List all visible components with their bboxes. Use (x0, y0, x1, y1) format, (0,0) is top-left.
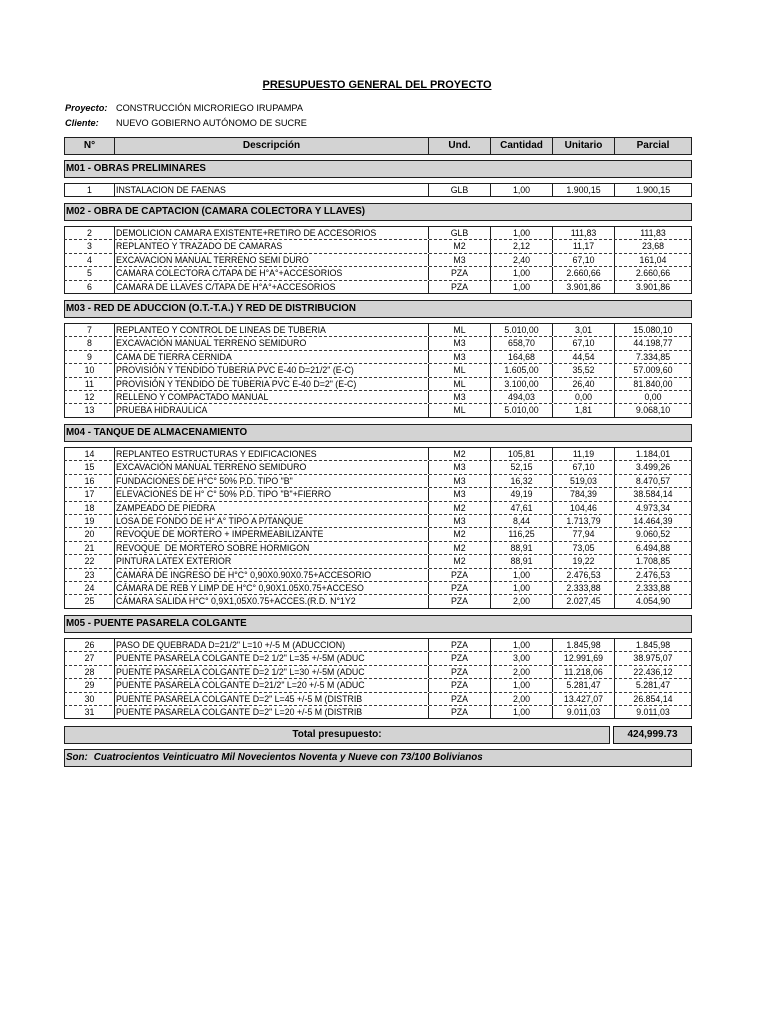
cell-description: PUENTE PASARELA COLGANTE D=2" L=20 +/-5 M (DISTRIB (114, 706, 428, 718)
table-row (64, 254, 692, 267)
table-row (64, 528, 692, 541)
cell-description: PUENTE PASARELA COLGANTE D=2" L=45 +/-5 M (DISTRIB (114, 693, 428, 705)
table-row (64, 227, 692, 240)
cell-unit: M2 (428, 448, 490, 460)
cell-item-number: 10 (64, 364, 114, 376)
table-row (64, 555, 692, 568)
total-label: Total presupuesto: (64, 726, 610, 744)
cell-subtotal: 57.009,60 (614, 364, 692, 376)
cell-unit-price: 104,46 (552, 502, 614, 514)
cell-subtotal: 22.436,12 (614, 666, 692, 678)
cell-unit: GLB (428, 227, 490, 239)
cell-quantity: 1,00 (490, 706, 552, 718)
cell-subtotal: 1.708,85 (614, 555, 692, 567)
cell-description: EXCAVACIÓN MANUAL TERRENO SEMIDURO (114, 461, 428, 473)
cell-unit-price: 26,40 (552, 378, 614, 390)
table-row (64, 281, 692, 294)
cell-unit: M2 (428, 555, 490, 567)
client-value: NUEVO GOBIERNO AUTÓNOMO DE SUCRE (116, 118, 307, 128)
cell-unit: PZA (428, 706, 490, 718)
cell-unit: M3 (428, 461, 490, 473)
cell-unit-price: 19,22 (552, 555, 614, 567)
cell-unit: ML (428, 378, 490, 390)
module-title: M03 - RED DE ADUCCION (O.T.-T.A.) Y RED DE DISTRIBUCION (64, 300, 692, 318)
cell-item-number: 4 (64, 254, 114, 266)
cell-unit-price: 35,52 (552, 364, 614, 376)
cell-quantity: 116,25 (490, 528, 552, 540)
cell-item-number: 18 (64, 502, 114, 514)
cell-quantity: 1,00 (490, 569, 552, 581)
cell-subtotal: 3.499,26 (614, 461, 692, 473)
cell-subtotal: 15.080,10 (614, 324, 692, 336)
module-items (64, 638, 692, 719)
cell-subtotal: 6.494,88 (614, 542, 692, 554)
table-row (64, 267, 692, 280)
table-row (64, 240, 692, 253)
table-row (64, 569, 692, 582)
cell-item-number: 26 (64, 639, 114, 651)
cell-description: DEMOLICION CAMARA EXISTENTE+RETIRO DE ACCESORIOS (114, 227, 428, 239)
module-items (64, 226, 692, 294)
cell-description: CAMA DE TIERRA CERNIDA (114, 351, 428, 363)
cell-subtotal: 2.476,53 (614, 569, 692, 581)
table-row (64, 542, 692, 555)
cell-subtotal: 5.281,47 (614, 679, 692, 691)
cell-unit: PZA (428, 693, 490, 705)
table-row (64, 404, 692, 417)
cell-item-number: 28 (64, 666, 114, 678)
cell-item-number: 9 (64, 351, 114, 363)
cell-unit-price: 11.218,06 (552, 666, 614, 678)
cell-description: CAMARA DE INGRESO DE H°C° 0,90X0.90X0.75+ACCESORIO (114, 569, 428, 581)
cell-quantity: 105,81 (490, 448, 552, 460)
cell-description: PUENTE PASARELA COLGANTE D=21/2" L=20 +/-5 M (ADUC (114, 679, 428, 691)
cell-unit: ML (428, 364, 490, 376)
cell-quantity: 1.605,00 (490, 364, 552, 376)
cell-description: ZAMPEADO DE PIEDRA (114, 502, 428, 514)
module-items (64, 447, 692, 609)
cell-subtotal: 3.901,86 (614, 281, 692, 293)
table-row (64, 666, 692, 679)
total-value: 424,999.73 (613, 726, 692, 744)
cell-unit: M3 (428, 488, 490, 500)
cell-item-number: 13 (64, 404, 114, 416)
cell-subtotal: 9.060,52 (614, 528, 692, 540)
cell-unit-price: 0,00 (552, 391, 614, 403)
cell-unit: M2 (428, 502, 490, 514)
cell-quantity: 2,40 (490, 254, 552, 266)
cell-unit-price: 67,10 (552, 254, 614, 266)
cell-item-number: 19 (64, 515, 114, 527)
cell-description: REVOQUE DE MORTERO SOBRE HORMIGON (114, 542, 428, 554)
client-label: Cliente: (65, 118, 99, 128)
cell-unit-price: 12.991,69 (552, 652, 614, 664)
cell-unit: GLB (428, 184, 490, 196)
cell-description: PRUEBA HIDRAULICA (114, 404, 428, 416)
cell-subtotal: 161,04 (614, 254, 692, 266)
cell-item-number: 24 (64, 582, 114, 594)
table-row (64, 515, 692, 528)
table-row (64, 351, 692, 364)
cell-unit-price: 3.901,86 (552, 281, 614, 293)
table-row (64, 582, 692, 595)
cell-item-number: 17 (64, 488, 114, 500)
cell-quantity: 2,00 (490, 595, 552, 607)
cell-unit-price: 1.900,15 (552, 184, 614, 196)
cell-unit-price: 3,01 (552, 324, 614, 336)
cell-subtotal: 2.333,88 (614, 582, 692, 594)
cell-description: REVOQUE DE MORTERO + IMPERMEABILIZANTE (114, 528, 428, 540)
table-row (64, 378, 692, 391)
cell-quantity: 88,91 (490, 555, 552, 567)
cell-item-number: 16 (64, 475, 114, 487)
cell-description: PROVISIÓN Y TENDIDO TUBERIA PVC E-40 D=21/2" (E-C) (114, 364, 428, 376)
cell-subtotal: 1.184,01 (614, 448, 692, 460)
table-row (64, 693, 692, 706)
cell-description: LOSA DE FONDO DE H° A° TIPO A P/TANQUE (114, 515, 428, 527)
cell-description: PROVISIÓN Y TENDIDO DE TUBERIA PVC E-40 D=2" (E-C) (114, 378, 428, 390)
cell-item-number: 25 (64, 595, 114, 607)
cell-unit: M3 (428, 337, 490, 349)
cell-unit: M3 (428, 515, 490, 527)
client-line (0, 116, 768, 130)
header-quantity: Cantidad (490, 138, 552, 154)
cell-unit: M3 (428, 351, 490, 363)
table-row (64, 324, 692, 337)
cell-unit-price: 44,54 (552, 351, 614, 363)
cell-unit: PZA (428, 267, 490, 279)
cell-subtotal: 81.840,00 (614, 378, 692, 390)
cell-unit-price: 2.476,53 (552, 569, 614, 581)
cell-unit-price: 11,19 (552, 448, 614, 460)
header-description: Descripción (114, 138, 428, 154)
cell-item-number: 20 (64, 528, 114, 540)
cell-subtotal: 23,68 (614, 240, 692, 252)
table-row (64, 652, 692, 665)
cell-subtotal: 111,83 (614, 227, 692, 239)
cell-item-number: 23 (64, 569, 114, 581)
cell-quantity: 2,12 (490, 240, 552, 252)
table-row (64, 595, 692, 608)
table-row (64, 337, 692, 350)
cell-item-number: 15 (64, 461, 114, 473)
cell-subtotal: 9.011,03 (614, 706, 692, 718)
table-row (64, 706, 692, 719)
module-items (64, 183, 692, 197)
cell-item-number: 14 (64, 448, 114, 460)
cell-unit-price: 1.845,98 (552, 639, 614, 651)
cell-unit: ML (428, 404, 490, 416)
cell-unit-price: 67,10 (552, 461, 614, 473)
cell-quantity: 3,00 (490, 652, 552, 664)
cell-quantity: 1,00 (490, 184, 552, 196)
cell-unit-price: 73,05 (552, 542, 614, 554)
table-row (64, 475, 692, 488)
cell-description: PUENTE PASARELA COLGANTE D=2 1/2" L=35 +/-5M (ADUC (114, 652, 428, 664)
cell-description: CÁMARA SALIDA H°C° 0,9X1,05X0.75+ACCES.(R.D. N°1Y2 (114, 595, 428, 607)
cell-unit-price: 519,03 (552, 475, 614, 487)
table-row (64, 448, 692, 461)
cell-description: REPLANTEO Y CONTROL DE LINEAS DE TUBERIA (114, 324, 428, 336)
module-items (64, 323, 692, 418)
cell-unit-price: 5.281,47 (552, 679, 614, 691)
header-subtotal: Parcial (614, 138, 692, 154)
cell-unit: M2 (428, 528, 490, 540)
cell-quantity: 16,32 (490, 475, 552, 487)
cell-unit: M3 (428, 391, 490, 403)
cell-item-number: 22 (64, 555, 114, 567)
module-title: M01 - OBRAS PRELIMINARES (64, 160, 692, 178)
cell-item-number: 27 (64, 652, 114, 664)
cell-quantity: 164,68 (490, 351, 552, 363)
table-row (64, 184, 692, 197)
cell-quantity: 49,19 (490, 488, 552, 500)
cell-description: PUENTE PASARELA COLGANTE D=2 1/2" L=30 +/-5M (ADUC (114, 666, 428, 678)
table-row (64, 639, 692, 652)
cell-unit-price: 2.333,88 (552, 582, 614, 594)
cell-subtotal: 4.973,34 (614, 502, 692, 514)
cell-unit-price: 111,83 (552, 227, 614, 239)
header-unit: Und. (428, 138, 490, 154)
table-header (64, 137, 692, 155)
cell-unit: PZA (428, 652, 490, 664)
cell-description: PINTURA LATEX EXTERIOR (114, 555, 428, 567)
cell-description: REPLANTEO Y TRAZADO DE CAMARAS (114, 240, 428, 252)
cell-unit: ML (428, 324, 490, 336)
table-row (64, 502, 692, 515)
cell-item-number: 8 (64, 337, 114, 349)
cell-description: EXCAVACION MANUAL TERRENO SEMI DURO (114, 254, 428, 266)
project-label: Proyecto: (65, 103, 108, 113)
amount-in-words (64, 749, 692, 767)
cell-subtotal: 4.054,90 (614, 595, 692, 607)
cell-description: INSTALACION DE FAENAS (114, 184, 428, 196)
cell-item-number: 5 (64, 267, 114, 279)
cell-item-number: 6 (64, 281, 114, 293)
cell-description: ELEVACIONES DE H° C° 50% P.D. TIPO "B"+FIERRO (114, 488, 428, 500)
cell-unit-price: 13.427,07 (552, 693, 614, 705)
table-row (64, 461, 692, 474)
table-row (64, 679, 692, 692)
cell-quantity: 1,00 (490, 227, 552, 239)
cell-unit: M2 (428, 542, 490, 554)
cell-item-number: 11 (64, 378, 114, 390)
cell-description: CAMARA COLECTORA C/TAPA DE H°A°+ACCESORIOS (114, 267, 428, 279)
module-title: M05 - PUENTE PASARELA COLGANTE (64, 615, 692, 633)
cell-subtotal: 8.470,57 (614, 475, 692, 487)
cell-description: RELLENO Y COMPACTADO MANUAL (114, 391, 428, 403)
cell-quantity: 88,91 (490, 542, 552, 554)
cell-quantity: 5.010,00 (490, 404, 552, 416)
cell-subtotal: 7.334,85 (614, 351, 692, 363)
cell-description: REPLANTEO ESTRUCTURAS Y EDIFICACIONES (114, 448, 428, 460)
cell-unit-price: 2.660,66 (552, 267, 614, 279)
cell-description: CAMARA DE LLAVES C/TAPA DE H°A°+ACCESORIOS (114, 281, 428, 293)
cell-description: FUNDACIONES DE H°C° 50% P.D. TIPO "B" (114, 475, 428, 487)
header-item-number: N° (64, 138, 114, 154)
cell-unit: M3 (428, 254, 490, 266)
table-row (64, 364, 692, 377)
cell-unit: PZA (428, 595, 490, 607)
cell-unit: PZA (428, 281, 490, 293)
cell-item-number: 31 (64, 706, 114, 718)
cell-unit-price: 2.027,45 (552, 595, 614, 607)
cell-subtotal: 2.660,66 (614, 267, 692, 279)
table-row (64, 391, 692, 404)
amount-in-words-label: Son: (66, 752, 88, 763)
cell-item-number: 7 (64, 324, 114, 336)
cell-subtotal: 44.198,77 (614, 337, 692, 349)
cell-unit: PZA (428, 679, 490, 691)
cell-item-number: 3 (64, 240, 114, 252)
cell-quantity: 1,00 (490, 267, 552, 279)
cell-subtotal: 26.854,14 (614, 693, 692, 705)
cell-unit-price: 11,17 (552, 240, 614, 252)
header-unit-price: Unitario (552, 138, 614, 154)
cell-subtotal: 38.975,07 (614, 652, 692, 664)
cell-unit-price: 67,10 (552, 337, 614, 349)
cell-quantity: 1,00 (490, 679, 552, 691)
cell-unit: M2 (428, 240, 490, 252)
cell-unit-price: 1.713,79 (552, 515, 614, 527)
cell-item-number: 21 (64, 542, 114, 554)
cell-subtotal: 1.845,98 (614, 639, 692, 651)
cell-subtotal: 9.068,10 (614, 404, 692, 416)
cell-item-number: 12 (64, 391, 114, 403)
table-row (64, 488, 692, 501)
project-value: CONSTRUCCIÓN MICRORIEGO IRUPAMPA (116, 103, 303, 113)
cell-quantity: 3.100,00 (490, 378, 552, 390)
cell-unit: PZA (428, 569, 490, 581)
cell-quantity: 658,70 (490, 337, 552, 349)
cell-quantity: 1,00 (490, 582, 552, 594)
cell-description: PASO DE QUEBRADA D=21/2" L=10 +/-5 M (ADUCCION) (114, 639, 428, 651)
cell-quantity: 2,00 (490, 693, 552, 705)
cell-item-number: 2 (64, 227, 114, 239)
cell-subtotal: 1.900,15 (614, 184, 692, 196)
cell-item-number: 29 (64, 679, 114, 691)
cell-unit-price: 9.011,03 (552, 706, 614, 718)
cell-unit: PZA (428, 639, 490, 651)
cell-quantity: 5.010,00 (490, 324, 552, 336)
cell-subtotal: 38.584,14 (614, 488, 692, 500)
cell-subtotal: 14.464,39 (614, 515, 692, 527)
cell-item-number: 30 (64, 693, 114, 705)
cell-quantity: 2,00 (490, 666, 552, 678)
cell-unit-price: 1,81 (552, 404, 614, 416)
cell-description: EXCAVACIÓN MANUAL TERRENO SEMIDURO (114, 337, 428, 349)
cell-quantity: 8,44 (490, 515, 552, 527)
page-title: PRESUPUESTO GENERAL DEL PROYECTO (262, 79, 492, 91)
cell-quantity: 1,00 (490, 639, 552, 651)
project-line (0, 101, 768, 115)
cell-quantity: 52,15 (490, 461, 552, 473)
cell-unit-price: 784,39 (552, 488, 614, 500)
cell-unit: PZA (428, 582, 490, 594)
module-title: M04 - TANQUE DE ALMACENAMIENTO (64, 424, 692, 442)
cell-unit-price: 77,94 (552, 528, 614, 540)
cell-subtotal: 0,00 (614, 391, 692, 403)
cell-quantity: 494,03 (490, 391, 552, 403)
cell-description: CÁMARA DE REB Y LIMP DE H°C° 0,90X1.05X0.75+ACCESO (114, 582, 428, 594)
cell-unit: PZA (428, 666, 490, 678)
cell-quantity: 47,61 (490, 502, 552, 514)
cell-item-number: 1 (64, 184, 114, 196)
module-title: M02 - OBRA DE CAPTACION (CAMARA COLECTORA Y LLAVES) (64, 203, 692, 221)
cell-quantity: 1,00 (490, 281, 552, 293)
amount-in-words-text: Cuatrocientos Veinticuatro Mil Novecientos Noventa y Nueve con 73/100 Bolivianos (93, 752, 483, 763)
cell-unit: M3 (428, 475, 490, 487)
